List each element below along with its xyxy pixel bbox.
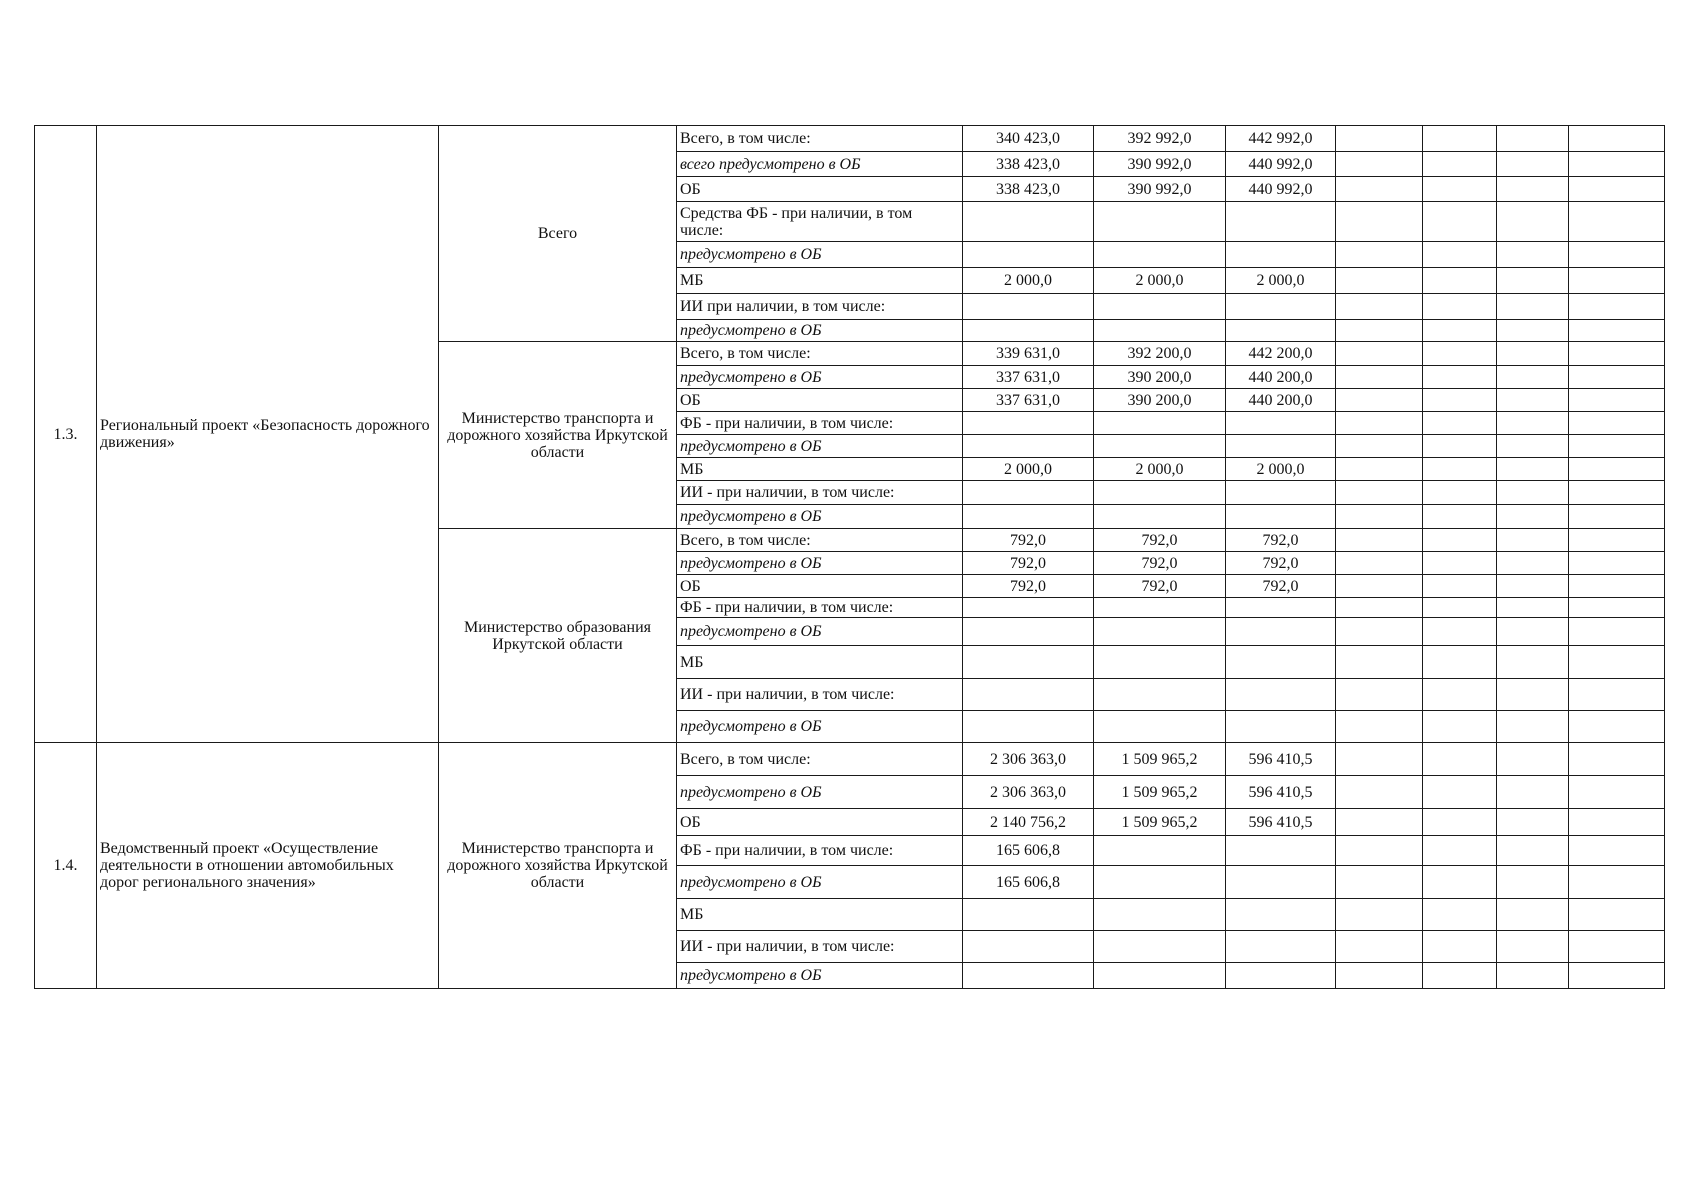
- source-label: МБ: [677, 268, 963, 294]
- empty-cell: [1423, 598, 1497, 618]
- empty-cell: [1569, 412, 1665, 435]
- empty-cell: [1569, 575, 1665, 598]
- empty-cell: [1336, 575, 1423, 598]
- empty-cell: [1569, 743, 1665, 776]
- empty-cell: [1569, 529, 1665, 552]
- value-cell: [963, 412, 1094, 435]
- empty-cell: [1569, 552, 1665, 575]
- source-label: всего предусмотрено в ОБ: [677, 152, 963, 177]
- empty-cell: [1497, 646, 1569, 679]
- source-label: ОБ: [677, 575, 963, 598]
- empty-cell: [1423, 412, 1497, 435]
- empty-cell: [1569, 320, 1665, 342]
- empty-cell: [1336, 152, 1423, 177]
- empty-cell: [1423, 458, 1497, 481]
- empty-cell: [1423, 366, 1497, 389]
- empty-cell: [1423, 552, 1497, 575]
- value-cell: 792,0: [1094, 529, 1226, 552]
- executor-name: Министерство образования Иркутской области: [439, 529, 677, 743]
- value-cell: 596 410,5: [1226, 809, 1336, 836]
- empty-cell: [1336, 646, 1423, 679]
- value-cell: [1094, 618, 1226, 646]
- value-cell: 338 423,0: [963, 152, 1094, 177]
- empty-cell: [1336, 177, 1423, 202]
- empty-cell: [1497, 177, 1569, 202]
- empty-cell: [1569, 505, 1665, 529]
- value-cell: [1226, 598, 1336, 618]
- value-cell: [1226, 899, 1336, 931]
- empty-cell: [1336, 458, 1423, 481]
- item-number: 1.4.: [35, 743, 97, 989]
- source-label: предусмотрено в ОБ: [677, 366, 963, 389]
- value-cell: [1094, 711, 1226, 743]
- empty-cell: [1497, 268, 1569, 294]
- value-cell: [1226, 505, 1336, 529]
- source-label: предусмотрено в ОБ: [677, 963, 963, 989]
- value-cell: 339 631,0: [963, 342, 1094, 366]
- source-label: ИИ - при наличии, в том числе:: [677, 481, 963, 505]
- empty-cell: [1497, 435, 1569, 458]
- value-cell: [1226, 711, 1336, 743]
- empty-cell: [1423, 268, 1497, 294]
- source-label: ИИ - при наличии, в том числе:: [677, 931, 963, 963]
- empty-cell: [1569, 598, 1665, 618]
- source-label: МБ: [677, 458, 963, 481]
- value-cell: [1094, 481, 1226, 505]
- empty-cell: [1336, 242, 1423, 268]
- value-cell: 392 992,0: [1094, 126, 1226, 152]
- item-number: 1.3.: [35, 126, 97, 743]
- table-row: [35, 126, 1665, 152]
- value-cell: [1226, 435, 1336, 458]
- empty-cell: [1569, 458, 1665, 481]
- empty-cell: [1423, 836, 1497, 866]
- value-cell: 390 992,0: [1094, 152, 1226, 177]
- source-label: ОБ: [677, 177, 963, 202]
- value-cell: [1226, 679, 1336, 711]
- value-cell: [1226, 931, 1336, 963]
- empty-cell: [1336, 598, 1423, 618]
- value-cell: [963, 435, 1094, 458]
- value-cell: [1094, 899, 1226, 931]
- empty-cell: [1497, 152, 1569, 177]
- empty-cell: [1336, 435, 1423, 458]
- empty-cell: [1497, 552, 1569, 575]
- empty-cell: [1497, 866, 1569, 899]
- value-cell: 2 000,0: [963, 458, 1094, 481]
- value-cell: 2 140 756,2: [963, 809, 1094, 836]
- empty-cell: [1423, 931, 1497, 963]
- empty-cell: [1423, 646, 1497, 679]
- value-cell: [1226, 481, 1336, 505]
- empty-cell: [1497, 711, 1569, 743]
- value-cell: 340 423,0: [963, 126, 1094, 152]
- value-cell: 440 200,0: [1226, 366, 1336, 389]
- empty-cell: [1497, 126, 1569, 152]
- empty-cell: [1423, 320, 1497, 342]
- value-cell: [1094, 679, 1226, 711]
- empty-cell: [1336, 294, 1423, 320]
- value-cell: [963, 899, 1094, 931]
- value-cell: [963, 242, 1094, 268]
- empty-cell: [1497, 598, 1569, 618]
- empty-cell: [1569, 899, 1665, 931]
- empty-cell: [1569, 389, 1665, 412]
- empty-cell: [1569, 618, 1665, 646]
- value-cell: 442 200,0: [1226, 342, 1336, 366]
- value-cell: [1226, 242, 1336, 268]
- value-cell: [1094, 202, 1226, 242]
- value-cell: [1094, 866, 1226, 899]
- value-cell: [963, 618, 1094, 646]
- value-cell: 442 992,0: [1226, 126, 1336, 152]
- empty-cell: [1423, 435, 1497, 458]
- value-cell: [1226, 836, 1336, 866]
- source-label: Всего, в том числе:: [677, 126, 963, 152]
- empty-cell: [1569, 931, 1665, 963]
- empty-cell: [1336, 320, 1423, 342]
- value-cell: [1094, 435, 1226, 458]
- empty-cell: [1336, 776, 1423, 809]
- empty-cell: [1569, 963, 1665, 989]
- empty-cell: [1497, 575, 1569, 598]
- value-cell: 165 606,8: [963, 866, 1094, 899]
- empty-cell: [1569, 126, 1665, 152]
- empty-cell: [1336, 836, 1423, 866]
- empty-cell: [1569, 435, 1665, 458]
- source-label: Средства ФБ - при наличии, в том числе:: [677, 202, 963, 242]
- value-cell: 792,0: [963, 552, 1094, 575]
- value-cell: [1094, 598, 1226, 618]
- source-label: Всего, в том числе:: [677, 743, 963, 776]
- value-cell: 596 410,5: [1226, 743, 1336, 776]
- empty-cell: [1569, 866, 1665, 899]
- value-cell: [963, 294, 1094, 320]
- value-cell: [963, 963, 1094, 989]
- source-label: Всего, в том числе:: [677, 342, 963, 366]
- value-cell: [1094, 412, 1226, 435]
- empty-cell: [1497, 366, 1569, 389]
- source-label: ОБ: [677, 389, 963, 412]
- empty-cell: [1497, 389, 1569, 412]
- value-cell: 390 992,0: [1094, 177, 1226, 202]
- value-cell: 2 306 363,0: [963, 743, 1094, 776]
- value-cell: [1226, 320, 1336, 342]
- value-cell: 792,0: [1226, 575, 1336, 598]
- empty-cell: [1336, 618, 1423, 646]
- value-cell: 440 200,0: [1226, 389, 1336, 412]
- empty-cell: [1423, 809, 1497, 836]
- value-cell: [963, 202, 1094, 242]
- empty-cell: [1497, 458, 1569, 481]
- empty-cell: [1497, 202, 1569, 242]
- empty-cell: [1423, 177, 1497, 202]
- empty-cell: [1423, 481, 1497, 505]
- empty-cell: [1423, 389, 1497, 412]
- executor-name: Министерство транспорта и дорожного хозяйства Иркутской области: [439, 743, 677, 989]
- value-cell: 792,0: [1226, 552, 1336, 575]
- empty-cell: [1336, 679, 1423, 711]
- source-label: предусмотрено в ОБ: [677, 242, 963, 268]
- empty-cell: [1336, 743, 1423, 776]
- empty-cell: [1423, 618, 1497, 646]
- empty-cell: [1336, 366, 1423, 389]
- value-cell: 792,0: [1094, 575, 1226, 598]
- empty-cell: [1336, 268, 1423, 294]
- value-cell: 2 000,0: [1094, 458, 1226, 481]
- empty-cell: [1423, 679, 1497, 711]
- empty-cell: [1336, 412, 1423, 435]
- empty-cell: [1336, 126, 1423, 152]
- empty-cell: [1497, 505, 1569, 529]
- value-cell: [1094, 320, 1226, 342]
- empty-cell: [1497, 342, 1569, 366]
- value-cell: 792,0: [963, 529, 1094, 552]
- empty-cell: [1497, 679, 1569, 711]
- executor-name: Всего: [439, 126, 677, 342]
- empty-cell: [1569, 342, 1665, 366]
- empty-cell: [1497, 899, 1569, 931]
- empty-cell: [1336, 899, 1423, 931]
- empty-cell: [1336, 963, 1423, 989]
- empty-cell: [1336, 931, 1423, 963]
- item-name: Региональный проект «Безопасность дорожного движения»: [97, 126, 439, 743]
- executor-name: Министерство транспорта и дорожного хозяйства Иркутской области: [439, 342, 677, 529]
- empty-cell: [1423, 711, 1497, 743]
- empty-cell: [1336, 809, 1423, 836]
- empty-cell: [1497, 529, 1569, 552]
- empty-cell: [1336, 711, 1423, 743]
- value-cell: [1094, 294, 1226, 320]
- empty-cell: [1497, 963, 1569, 989]
- value-cell: [963, 931, 1094, 963]
- value-cell: [963, 481, 1094, 505]
- empty-cell: [1497, 743, 1569, 776]
- empty-cell: [1569, 679, 1665, 711]
- value-cell: [1226, 866, 1336, 899]
- empty-cell: [1336, 529, 1423, 552]
- value-cell: 2 000,0: [1094, 268, 1226, 294]
- empty-cell: [1497, 776, 1569, 809]
- value-cell: [963, 320, 1094, 342]
- empty-cell: [1423, 575, 1497, 598]
- source-label: предусмотрено в ОБ: [677, 618, 963, 646]
- value-cell: [1094, 836, 1226, 866]
- table-row: [35, 743, 1665, 776]
- value-cell: [1094, 931, 1226, 963]
- value-cell: 792,0: [1226, 529, 1336, 552]
- source-label: ФБ - при наличии, в том числе:: [677, 598, 963, 618]
- value-cell: [963, 646, 1094, 679]
- empty-cell: [1569, 268, 1665, 294]
- source-label: предусмотрено в ОБ: [677, 435, 963, 458]
- value-cell: 2 306 363,0: [963, 776, 1094, 809]
- empty-cell: [1336, 552, 1423, 575]
- source-label: ФБ - при наличии, в том числе:: [677, 412, 963, 435]
- empty-cell: [1423, 242, 1497, 268]
- value-cell: [1226, 294, 1336, 320]
- source-label: МБ: [677, 899, 963, 931]
- value-cell: 1 509 965,2: [1094, 809, 1226, 836]
- empty-cell: [1569, 152, 1665, 177]
- value-cell: 337 631,0: [963, 366, 1094, 389]
- empty-cell: [1569, 366, 1665, 389]
- source-label: предусмотрено в ОБ: [677, 552, 963, 575]
- empty-cell: [1497, 320, 1569, 342]
- empty-cell: [1497, 242, 1569, 268]
- item-name: Ведомственный проект «Осуществление деятельности в отношении автомобильных дорог регионального значения»: [97, 743, 439, 989]
- value-cell: 440 992,0: [1226, 177, 1336, 202]
- empty-cell: [1497, 412, 1569, 435]
- value-cell: 392 200,0: [1094, 342, 1226, 366]
- value-cell: 390 200,0: [1094, 366, 1226, 389]
- source-label: предусмотрено в ОБ: [677, 776, 963, 809]
- empty-cell: [1569, 776, 1665, 809]
- empty-cell: [1569, 809, 1665, 836]
- value-cell: [963, 679, 1094, 711]
- value-cell: 2 000,0: [1226, 458, 1336, 481]
- value-cell: 337 631,0: [963, 389, 1094, 412]
- empty-cell: [1569, 711, 1665, 743]
- empty-cell: [1336, 481, 1423, 505]
- value-cell: 440 992,0: [1226, 152, 1336, 177]
- empty-cell: [1497, 618, 1569, 646]
- empty-cell: [1423, 505, 1497, 529]
- funding-table: [34, 125, 1665, 989]
- empty-cell: [1423, 866, 1497, 899]
- source-label: Всего, в том числе:: [677, 529, 963, 552]
- empty-cell: [1497, 809, 1569, 836]
- source-label: ИИ - при наличии, в том числе:: [677, 679, 963, 711]
- value-cell: 1 509 965,2: [1094, 743, 1226, 776]
- value-cell: 390 200,0: [1094, 389, 1226, 412]
- value-cell: 792,0: [963, 575, 1094, 598]
- empty-cell: [1423, 294, 1497, 320]
- empty-cell: [1569, 242, 1665, 268]
- empty-cell: [1569, 836, 1665, 866]
- value-cell: [1094, 242, 1226, 268]
- source-label: предусмотрено в ОБ: [677, 711, 963, 743]
- source-label: ОБ: [677, 809, 963, 836]
- value-cell: 792,0: [1094, 552, 1226, 575]
- empty-cell: [1336, 505, 1423, 529]
- value-cell: [1094, 505, 1226, 529]
- empty-cell: [1569, 177, 1665, 202]
- value-cell: [1226, 646, 1336, 679]
- source-label: предусмотрено в ОБ: [677, 505, 963, 529]
- empty-cell: [1569, 202, 1665, 242]
- source-label: ФБ - при наличии, в том числе:: [677, 836, 963, 866]
- empty-cell: [1423, 152, 1497, 177]
- empty-cell: [1336, 202, 1423, 242]
- empty-cell: [1569, 646, 1665, 679]
- empty-cell: [1423, 743, 1497, 776]
- empty-cell: [1423, 963, 1497, 989]
- value-cell: [1226, 412, 1336, 435]
- empty-cell: [1569, 481, 1665, 505]
- value-cell: [963, 598, 1094, 618]
- empty-cell: [1569, 294, 1665, 320]
- empty-cell: [1423, 899, 1497, 931]
- empty-cell: [1423, 126, 1497, 152]
- value-cell: [963, 505, 1094, 529]
- empty-cell: [1336, 342, 1423, 366]
- empty-cell: [1497, 836, 1569, 866]
- value-cell: 596 410,5: [1226, 776, 1336, 809]
- value-cell: 338 423,0: [963, 177, 1094, 202]
- source-label: ИИ при наличии, в том числе:: [677, 294, 963, 320]
- empty-cell: [1423, 342, 1497, 366]
- empty-cell: [1423, 776, 1497, 809]
- empty-cell: [1336, 866, 1423, 899]
- empty-cell: [1423, 202, 1497, 242]
- empty-cell: [1497, 931, 1569, 963]
- value-cell: [1094, 963, 1226, 989]
- value-cell: 2 000,0: [963, 268, 1094, 294]
- empty-cell: [1497, 481, 1569, 505]
- value-cell: [963, 711, 1094, 743]
- source-label: предусмотрено в ОБ: [677, 320, 963, 342]
- value-cell: 165 606,8: [963, 836, 1094, 866]
- value-cell: [1226, 963, 1336, 989]
- value-cell: [1094, 646, 1226, 679]
- empty-cell: [1497, 294, 1569, 320]
- source-label: МБ: [677, 646, 963, 679]
- value-cell: [1226, 618, 1336, 646]
- value-cell: 2 000,0: [1226, 268, 1336, 294]
- source-label: предусмотрено в ОБ: [677, 866, 963, 899]
- value-cell: 1 509 965,2: [1094, 776, 1226, 809]
- value-cell: [1226, 202, 1336, 242]
- empty-cell: [1336, 389, 1423, 412]
- empty-cell: [1423, 529, 1497, 552]
